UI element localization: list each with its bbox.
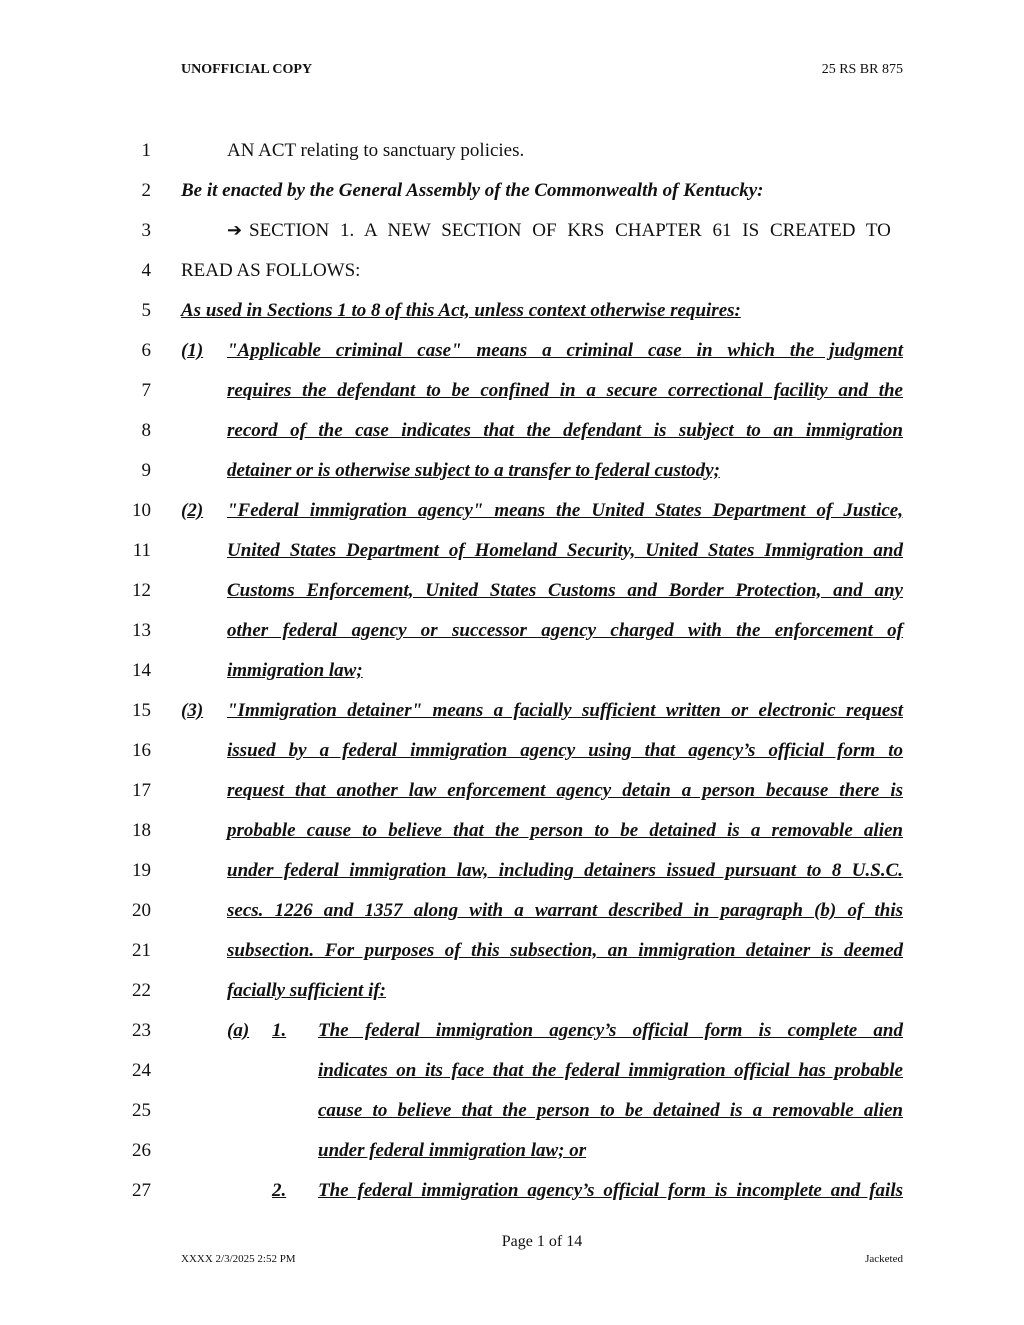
line-15: [0, 700, 1024, 730]
section-heading-cont: READ AS FOLLOWS:: [181, 260, 361, 281]
line-12: [0, 580, 1024, 610]
line-24: [0, 1060, 1024, 1090]
line-number: 26: [132, 1140, 151, 1161]
line-number: 13: [132, 620, 151, 641]
subparagraph-text: under federal immigration law; or: [318, 1140, 587, 1161]
line-8: [0, 420, 1024, 450]
definition-text: other federal agency or successor agency charged with the enforcement of: [227, 620, 903, 641]
item-label: (1): [181, 340, 204, 361]
header-left: UNOFFICIAL COPY: [181, 62, 313, 77]
definition-text: requires the defendant to be confined in a secure correctional facility and the: [227, 380, 903, 401]
line-13: [0, 620, 1024, 650]
line-number: 22: [132, 980, 151, 1001]
line-number: 19: [132, 860, 151, 881]
line-26: [0, 1140, 1024, 1170]
line-11: [0, 540, 1024, 570]
line-1: [0, 140, 1024, 170]
definition-text: issued by a federal immigration agency using that agency’s official form to: [227, 740, 903, 761]
item-label: (2): [181, 500, 204, 521]
line-2: [0, 180, 1024, 210]
subparagraph-label: 1.: [272, 1020, 287, 1041]
definition-text: immigration law;: [227, 660, 363, 681]
line-number: 10: [132, 500, 151, 521]
line-number: 23: [132, 1020, 151, 1041]
paragraph-label: (a): [227, 1020, 250, 1041]
subparagraph-label: 2.: [272, 1180, 287, 1201]
line-number: 15: [132, 700, 151, 721]
line-number: 12: [132, 580, 151, 601]
line-10: [0, 500, 1024, 530]
intro-text: As used in Sections 1 to 8 of this Act, unless context otherwise requires:: [181, 300, 741, 321]
line-number: 24: [132, 1060, 151, 1081]
arrow-icon: ➔: [227, 220, 243, 240]
line-23: [0, 1020, 1024, 1050]
line-number: 14: [132, 660, 151, 681]
definition-text: detainer or is otherwise subject to a transfer to federal custody;: [227, 460, 720, 481]
line-18: [0, 820, 1024, 850]
line-25: [0, 1100, 1024, 1130]
definition-text: probable cause to believe that the person to be detained is a removable alien: [227, 820, 903, 841]
line-number: 5: [141, 300, 151, 321]
line-20: [0, 900, 1024, 930]
line-4: [0, 260, 1024, 290]
line-number: 25: [132, 1100, 151, 1121]
line-number: 17: [132, 780, 151, 801]
line-5: [0, 300, 1024, 330]
definition-text: under federal immigration law, including detainers issued pursuant to 8 U.S.C.: [227, 860, 903, 881]
footer-left: XXXX 2/3/2025 2:52 PM: [181, 1253, 296, 1265]
header-right: 25 RS BR 875: [821, 62, 903, 77]
line-number: 16: [132, 740, 151, 761]
line-number: 1: [141, 140, 151, 161]
line-27: [0, 1180, 1024, 1210]
definition-text: request that another law enforcement agency detain a person because there is: [227, 780, 903, 801]
footer-right: Jacketed: [865, 1253, 903, 1265]
line-21: [0, 940, 1024, 970]
definition-text: United States Department of Homeland Security, United States Immigration and: [227, 540, 903, 561]
line-number: 2: [141, 180, 151, 201]
page-number: Page 1 of 14: [501, 1233, 583, 1250]
definition-text: "Applicable criminal case" means a criminal case in which the judgment: [227, 340, 903, 361]
enacting-clause: Be it enacted by the General Assembly of the Commonwealth of Kentucky:: [181, 180, 764, 201]
line-number: 4: [141, 260, 151, 281]
definition-text: facially sufficient if:: [227, 980, 387, 1001]
line-7: [0, 380, 1024, 410]
line-number: 9: [141, 460, 151, 481]
subparagraph-text: The federal immigration agency’s official form is incomplete and fails: [318, 1180, 903, 1201]
line-number: 18: [132, 820, 151, 841]
definition-text: "Immigration detainer" means a facially sufficient written or electronic request: [227, 700, 903, 721]
definition-text: secs. 1226 and 1357 along with a warrant described in paragraph (b) of this: [227, 900, 903, 921]
line-19: [0, 860, 1024, 890]
definition-text: Customs Enforcement, United States Customs and Border Protection, and any: [227, 580, 903, 601]
definition-text: record of the case indicates that the defendant is subject to an immigration: [227, 420, 903, 441]
item-label: (3): [181, 700, 204, 721]
line-number: 27: [132, 1180, 151, 1201]
line-22: [0, 980, 1024, 1010]
line-number: 21: [132, 940, 151, 961]
section-heading: SECTION 1. A NEW SECTION OF KRS CHAPTER 61 IS CREATED TO: [249, 220, 891, 241]
line-9: [0, 460, 1024, 490]
line-number: 11: [132, 540, 151, 561]
line-17: [0, 780, 1024, 810]
act-title: AN ACT relating to sanctuary policies.: [227, 140, 525, 161]
line-number: 6: [141, 340, 151, 361]
subparagraph-text: cause to believe that the person to be detained is a removable alien: [318, 1100, 903, 1121]
definition-text: subsection. For purposes of this subsection, an immigration detainer is deemed: [227, 940, 903, 961]
line-number: 7: [141, 380, 151, 401]
line-3: [0, 220, 1024, 250]
subparagraph-text: indicates on its face that the federal immigration official has probable: [318, 1060, 903, 1081]
definition-text: "Federal immigration agency" means the United States Department of Justice,: [227, 500, 903, 521]
line-number: 20: [132, 900, 151, 921]
line-number: 3: [141, 220, 151, 241]
line-14: [0, 660, 1024, 690]
line-number: 8: [141, 420, 151, 441]
subparagraph-text: The federal immigration agency’s official form is complete and: [318, 1020, 903, 1041]
line-6: [0, 340, 1024, 370]
line-16: [0, 740, 1024, 770]
